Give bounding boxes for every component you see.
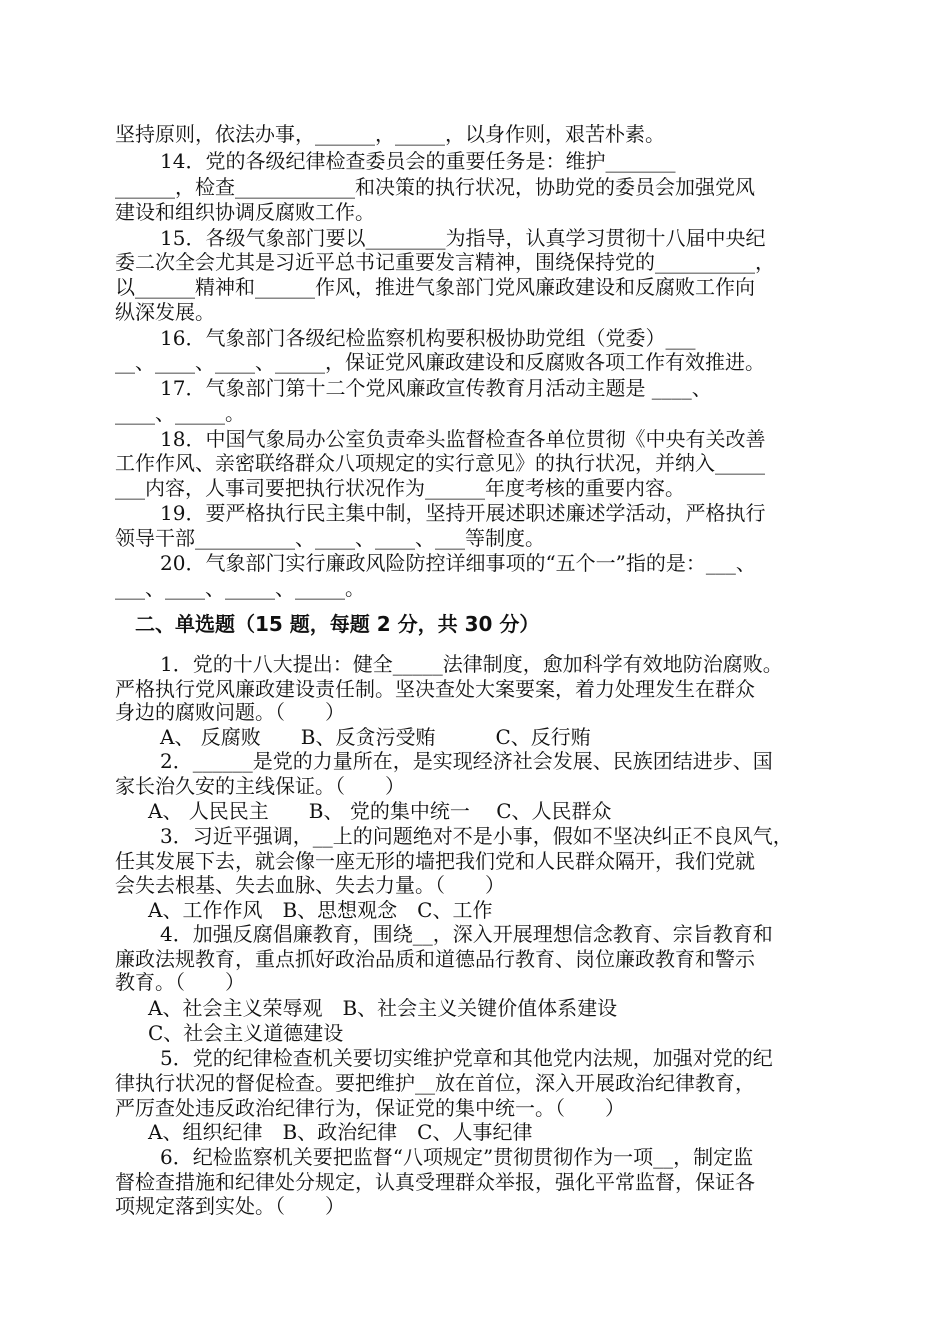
text-line: __、____、____、_____，保证党风廉政建设和反腐败各项工作有效推进。 [115,350,765,374]
text-line: 教育。（ ） [115,970,245,994]
text-line: 家长治久安的主线保证。（ ） [115,774,405,798]
text-line: 建设和组织协调反腐败工作。 [115,200,375,224]
text-line: 16．气象部门各级纪检监察机构要积极协助党组（党委）___ [160,326,696,350]
text-line: 以______精神和______作风，推进气象部门党风廉政建设和反腐败工作向 [115,275,755,299]
section-heading: 二、单选题（15 题，每题 2 分，共 30 分） [135,612,540,636]
text-line: 1．党的十八大提出：健全_____法律制度，愈加科学有效地防治腐败。 [160,652,783,676]
text-line: ___内容，人事司要把执行状况作为______年度考核的重要内容。 [115,476,685,500]
text-line: 身边的腐败问题。（ ） [115,700,345,724]
answer-options: A、 反腐败 B、反贪污受贿 C、反行贿 [160,725,591,749]
text-line: 15．各级气象部门要以________为指导，认真学习贯彻十八届中央纪 [160,226,766,250]
text-line: 坚持原则，依法办事，______，_____，以身作则，艰苦朴素。 [115,122,665,146]
answer-options: A、 人民民主 B、 党的集中统一 C、人民群众 [148,799,612,823]
text-line: 严厉查处违反政治纪律行为，保证党的集中统一。（ ） [115,1096,625,1120]
text-line: 19．要严格执行民主集中制，坚持开展述职述廉述学活动，严格执行 [160,501,766,525]
text-line: 5．党的纪律检查机关要切实维护党章和其他党内法规，加强对党的纪 [160,1046,773,1070]
text-line: 委二次全会尤其是习近平总书记重要发言精神，围绕保持党的__________， [115,250,775,274]
text-line: 6．纪检监察机关要把监督“八项规定”贯彻贯彻作为一项__，制定监 [160,1145,754,1169]
text-line: 3．习近平强调，__上的问题绝对不是小事，假如不坚决纠正不良风气， [160,824,793,848]
text-line: 20．气象部门实行廉政风险防控详细事项的“五个一”指的是：___、 [160,551,756,575]
text-line: 廉政法规教育，重点抓好政治品质和道德品行教育、岗位廉政教育和警示 [115,947,755,971]
text-line: 4．加强反腐倡廉教育，围绕__，深入开展理想信念教育、宗旨教育和 [160,922,773,946]
text-line: 严格执行党风廉政建设责任制。坚决查处大案要案，着力处理发生在群众 [115,677,755,701]
answer-options: C、社会主义道德建设 [148,1021,344,1045]
text-line: ___、____、_____、_____。 [115,576,365,600]
text-line: 17．气象部门第十二个党风廉政宣传教育月活动主题是 ____、 [160,376,712,400]
text-line: 工作作风、亲密联络群众八项规定的实行意见》的执行状况，并纳入_____ [115,451,765,475]
text-line: 督检查措施和纪律处分规定，认真受理群众举报，强化平常监督，保证各 [115,1170,755,1194]
answer-options: A、工作作风 B、思想观念 C、工作 [148,898,493,922]
text-line: 2．______是党的力量所在，是实现经济社会发展、民族团结进步、国 [160,749,773,773]
text-line: 任其发展下去，就会像一座无形的墙把我们党和人民群众隔开，我们党就 [115,849,755,873]
answer-options: A、组织纪律 B、政治纪律 C、人事纪律 [148,1120,533,1144]
answer-options: A、社会主义荣辱观 B、社会主义关键价值体系建设 [148,996,618,1020]
text-line: 18．中国气象局办公室负责牵头监督检查各单位贯彻《中央有关改善 [160,427,766,451]
text-line: 会失去根基、失去血脉、失去力量。（ ） [115,873,505,897]
text-line: 纵深发展。 [115,300,215,324]
text-line: 领导干部__________、____、____、___等制度。 [115,526,545,550]
text-line: 律执行状况的督促检查。要把维护__放在首位，深入开展政治纪律教育， [115,1071,755,1095]
text-line: 项规定落到实处。（ ） [115,1194,345,1218]
text-line: ______，检查____________和决策的执行状况，协助党的委员会加强党风 [115,175,755,199]
text-line: ____、_____。 [115,401,245,425]
text-line: 14．党的各级纪律检查委员会的重要任务是：维护_______ [160,149,676,173]
